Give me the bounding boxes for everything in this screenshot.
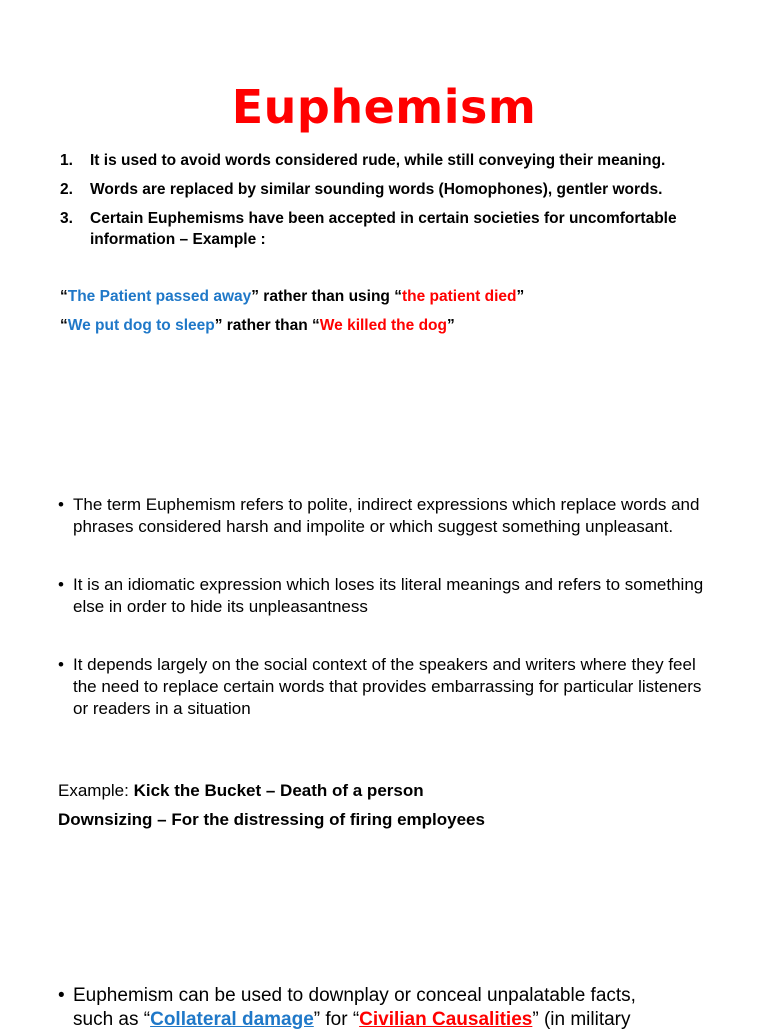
- bullet-line: Euphemism can be used to downplay or conceal unpalatable facts,: [73, 985, 636, 1006]
- quote-open: “: [60, 317, 68, 334]
- bullet-text: It is an idiomatic expression which loses its literal meanings and refers to something else in order to hide its unpleasantness: [73, 575, 704, 616]
- connector-text: ” rather than using “: [251, 288, 402, 305]
- bullet-line: [73, 1008, 738, 1032]
- list-item: [60, 208, 740, 250]
- bullet-dot: •: [58, 655, 64, 674]
- text-segment: ” for “: [313, 1009, 360, 1030]
- page-title: Euphemism: [231, 80, 537, 134]
- bullet-item: [58, 654, 718, 720]
- example-phrase: Kick the Bucket – Death of a person: [133, 781, 424, 800]
- quote-open: “: [60, 288, 68, 305]
- list-number: 3.: [60, 210, 73, 227]
- quote-close: ”: [446, 317, 455, 334]
- harsh-phrase: the patient died: [401, 288, 517, 305]
- harsh-phrase: We killed the dog: [319, 317, 447, 334]
- quote-close: ”: [516, 288, 525, 305]
- polite-term: Collateral damage: [150, 1009, 314, 1030]
- bullet-dot: •: [58, 575, 64, 594]
- list-number: 2.: [60, 181, 73, 198]
- text-segment: ” (in military: [532, 1009, 631, 1030]
- bullet-item: [58, 574, 718, 618]
- definition-bullets: [58, 494, 718, 720]
- list-item-text: Certain Euphemisms have been accepted in certain societies for uncomfortable information – Example :: [90, 210, 677, 248]
- list-item: [60, 179, 740, 200]
- harsh-term: Civilian Causalities: [359, 1009, 533, 1030]
- bullet-text: [58, 984, 738, 1032]
- text-segment: such as “: [73, 1009, 151, 1030]
- example-line: [60, 315, 740, 336]
- bullet-text: The term Euphemism refers to polite, indirect expressions which replace words and phrases considered harsh and impolite or which suggest something unpleasant.: [73, 495, 700, 536]
- example-line: [60, 286, 740, 307]
- numbered-list: [60, 150, 740, 258]
- example-label: Example:: [58, 781, 134, 800]
- example-row: Downsizing – For the distressing of firing employees: [58, 810, 485, 829]
- list-item: [60, 150, 740, 171]
- euphemism-examples: [60, 286, 740, 344]
- bullet-item: [58, 494, 718, 538]
- bullet-item: [58, 984, 738, 1032]
- bullet-text: It depends largely on the social context of the speakers and writers where they feel the need to replace certain words that provides embarrassing for particular listeners or readers in a situation: [73, 655, 702, 718]
- example-row: [58, 780, 738, 802]
- idiom-examples: [58, 780, 738, 838]
- list-number: 1.: [60, 152, 73, 169]
- bullet-dot: •: [58, 985, 65, 1006]
- bullet-dot: •: [58, 495, 64, 514]
- list-item-text: Words are replaced by similar sounding words (Homophones), gentler words.: [90, 181, 663, 198]
- polite-phrase: We put dog to sleep: [67, 317, 215, 334]
- list-item-text: It is used to avoid words considered rude, while still conveying their meaning.: [90, 152, 666, 169]
- connector-text: ” rather than “: [214, 317, 320, 334]
- polite-phrase: The Patient passed away: [67, 288, 252, 305]
